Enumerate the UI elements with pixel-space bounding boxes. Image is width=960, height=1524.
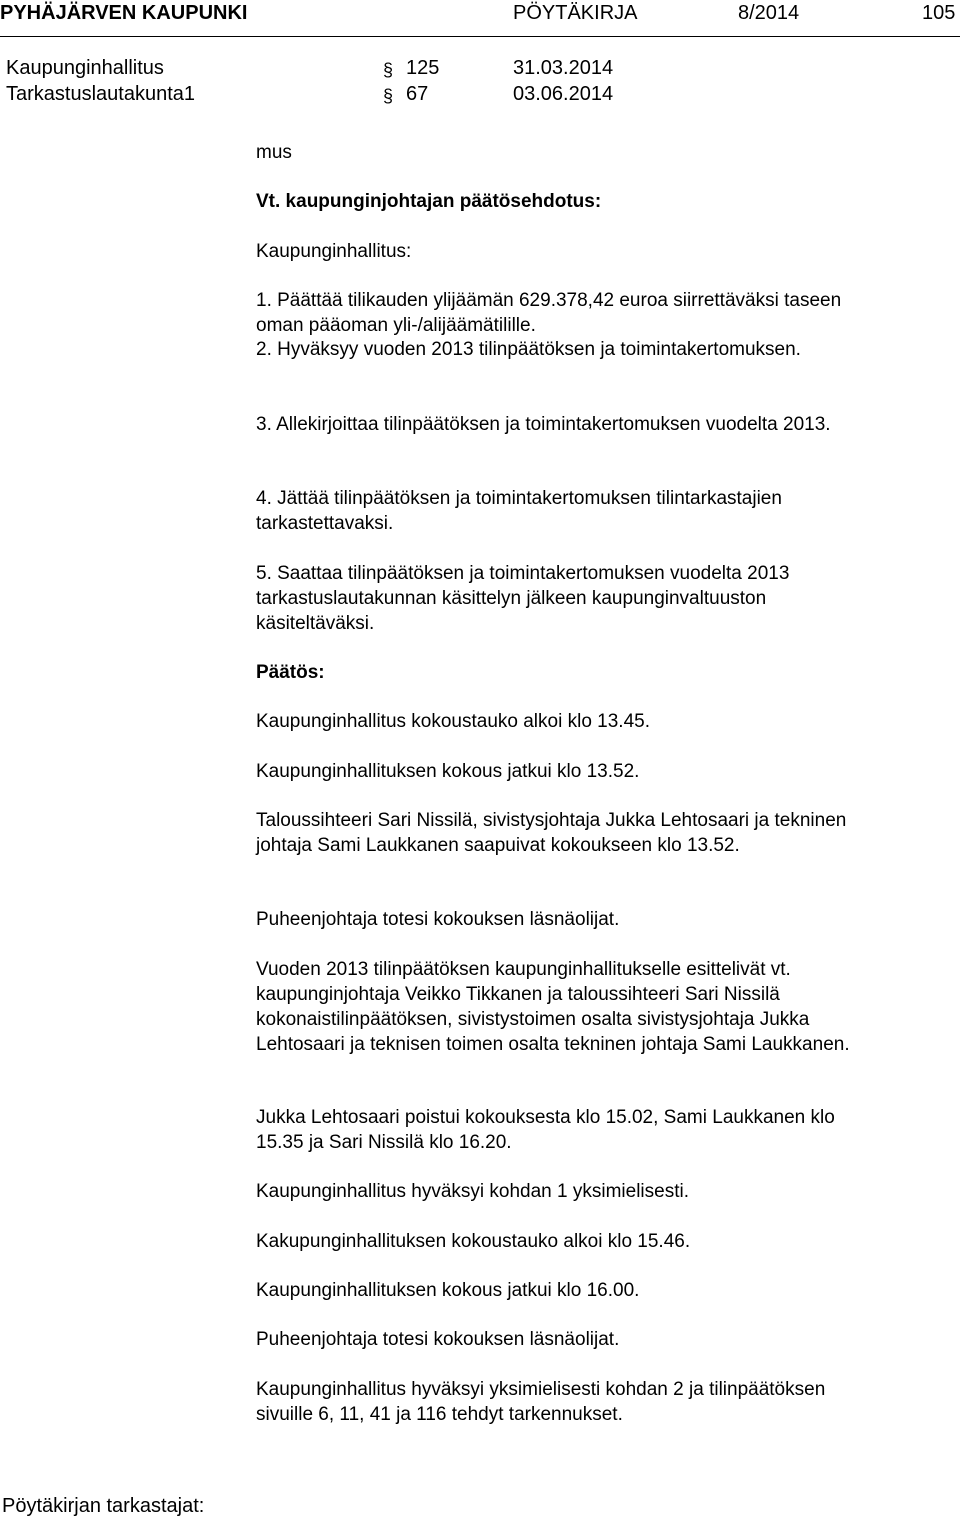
decision-heading: Päätös: (256, 662, 325, 683)
decision-paragraph: Kaupunginhallituksen kokous jatkui klo 13.52. (256, 761, 640, 782)
board-name: Kaupunginhallitus (6, 57, 164, 79)
page-number: 105 (922, 2, 956, 24)
paragraph-number: 67 (406, 83, 429, 105)
proposal-item: 1. Päättää tilikauden ylijäämän 629.378,42 euroa siirrettäväksi taseen oman pääoman yli-/alijäämätilille. (256, 290, 842, 336)
board-name: Tarkastuslautakunta1 (6, 83, 196, 105)
document-number: 8/2014 (738, 2, 800, 24)
board-label: Kaupunginhallitus: (256, 241, 412, 262)
footer-label: Pöytäkirjan tarkastajat: (2, 1495, 205, 1517)
city-name: PYHÄJÄRVEN KAUPUNKI (0, 2, 248, 24)
decision-paragraph: Kaupunginhallitus hyväksyi kohdan 1 yksimielisesti. (256, 1181, 690, 1202)
paragraph-number: 125 (406, 57, 440, 79)
meeting-date: 31.03.2014 (513, 57, 614, 79)
decision-paragraph: Puheenjohtaja totesi kokouksen läsnäolijat. (256, 909, 620, 930)
decision-paragraph: Kaupunginhallituksen kokous jatkui klo 16.00. (256, 1280, 640, 1301)
proposal-heading: Vt. kaupunginjohtajan päätösehdotus: (256, 191, 602, 212)
decision-paragraph: Puheenjohtaja totesi kokouksen läsnäolijat. (256, 1329, 620, 1350)
proposal-item: 4. Jättää tilinpäätöksen ja toimintakertomuksen tilintarkastajien tarkastettavaksi. (256, 488, 782, 534)
decision-paragraph: Kakupunginhallituksen kokoustauko alkoi klo 15.46. (256, 1231, 691, 1252)
section-sign-icon: § (383, 86, 394, 106)
proposal-item: 2. Hyväksyy vuoden 2013 tilinpäätöksen ja toimintakertomuksen. (256, 339, 801, 360)
decision-paragraph: Vuoden 2013 tilinpäätöksen kaupunginhallitukselle esittelivät vt. kaupunginjohtaja Veikko Tikkanen ja taloussihteeri Sari Nissilä kokonaistilinpäätöksen, sivistystoimen osalta sivistysjohtaja Jukka Lehtosaari ja teknisen toimen osalta tekninen johtaja Sami Laukkanen. (256, 959, 850, 1055)
decision-paragraph: Taloussihteeri Sari Nissilä, sivistysjohtaja Jukka Lehtosaari ja tekninen johtaja Sami Laukkanen saapuivat kokoukseen klo 13.52. (256, 810, 847, 856)
meeting-date: 03.06.2014 (513, 83, 614, 105)
decision-paragraph: Kaupunginhallitus hyväksyi yksimielisesti kohdan 2 ja tilinpäätöksen sivuille 6, 11, 41 ja 116 tehdyt tarkennukset. (256, 1379, 826, 1425)
text-fragment: mus (256, 142, 292, 163)
decision-paragraph: Kaupunginhallitus kokoustauko alkoi klo 13.45. (256, 711, 650, 732)
document-body (256, 0, 876, 1480)
proposal-item: 5. Saattaa tilinpäätöksen ja toimintakertomuksen vuodelta 2013 tarkastuslautakunnan käsittelyn jälkeen kaupunginvaltuuston käsiteltäväksi. (256, 563, 790, 634)
proposal-item: 3. Allekirjoittaa tilinpäätöksen ja toimintakertomuksen vuodelta 2013. (256, 414, 831, 435)
section-sign-icon: § (383, 60, 394, 80)
document-type: PÖYTÄKIRJA (513, 2, 638, 24)
decision-paragraph: Jukka Lehtosaari poistui kokouksesta klo 15.02, Sami Laukkanen klo 15.35 ja Sari Nissilä klo 16.20. (256, 1107, 835, 1153)
